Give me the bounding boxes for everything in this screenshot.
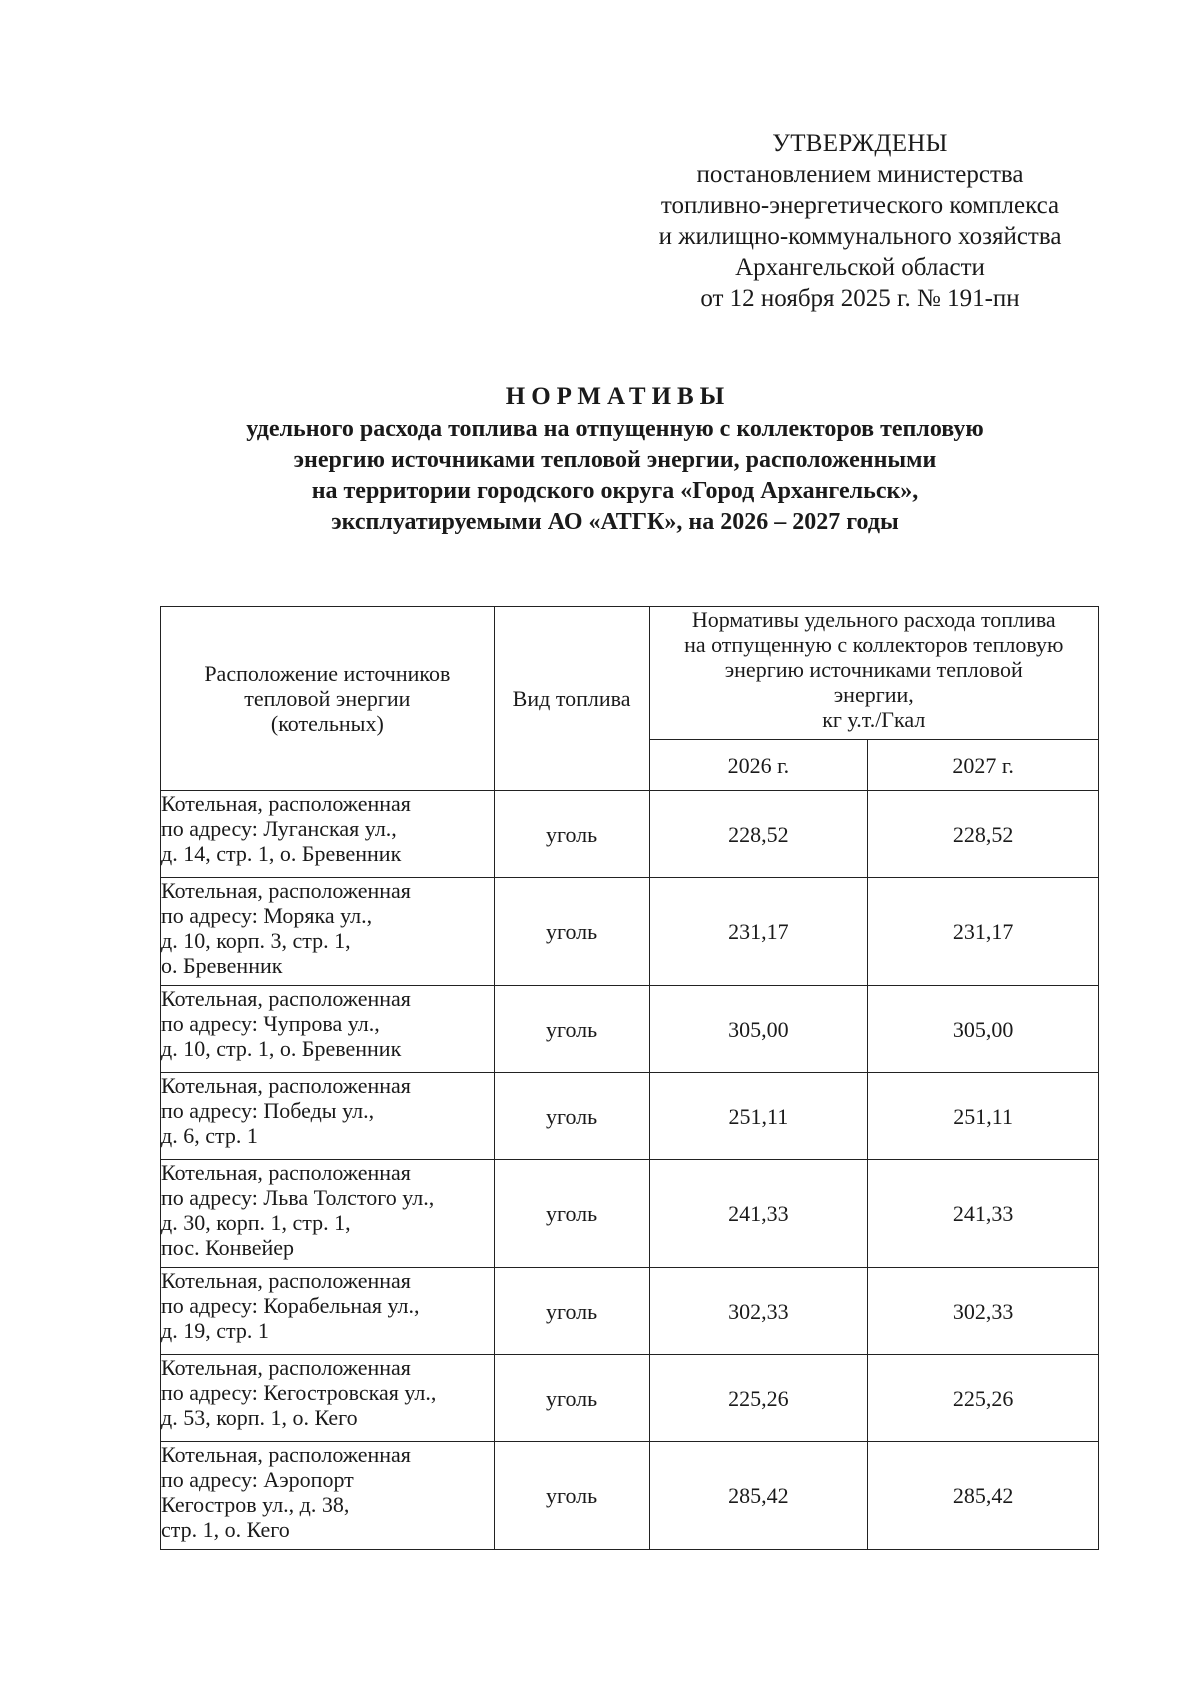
table-row (161, 791, 1099, 878)
location-line: по адресу: Льва Толстого ул., (161, 1185, 435, 1210)
table-row (161, 1160, 1099, 1268)
cell-value-2027: 228,52 (868, 791, 1099, 878)
location-line: д. 30, корп. 1, стр. 1, (161, 1210, 351, 1235)
cell-location (161, 791, 495, 878)
approval-block (600, 128, 1120, 314)
location-line: по адресу: Победы ул., (161, 1098, 375, 1123)
cell-fuel: уголь (494, 878, 649, 986)
location-line: Котельная, расположенная (161, 986, 411, 1011)
title-line: энергию источниками тепловой энергии, расположенными (293, 447, 937, 473)
cell-value-2026: 225,26 (649, 1355, 868, 1442)
cell-location (161, 1160, 495, 1268)
location-line: о. Бревенник (161, 953, 283, 978)
title-line: удельного расхода топлива на отпущенную с коллекторов тепловую (246, 416, 984, 442)
cell-value-2027: 285,42 (868, 1442, 1099, 1550)
approval-date-line: от 12 ноября 2025 г. № 191-пн (700, 285, 1020, 312)
location-line: по адресу: Кегостровская ул., (161, 1380, 437, 1405)
approval-heading: УТВЕРЖДЕНЫ (772, 130, 948, 157)
approval-line: постановлением министерства (696, 161, 1024, 188)
cell-value-2027: 241,33 (868, 1160, 1099, 1268)
location-line: Котельная, расположенная (161, 1355, 411, 1380)
cell-value-2027: 231,17 (868, 878, 1099, 986)
location-line: Кегостров ул., д. 38, (161, 1492, 350, 1517)
header-group-line: энергию источниками тепловой (724, 657, 1023, 682)
title-line: на территории городского округа «Город Архангельск», (311, 478, 919, 504)
title-heading: НОРМАТИВЫ (505, 383, 731, 410)
table-row (161, 1268, 1099, 1355)
location-line: Котельная, расположенная (161, 878, 411, 903)
location-line: д. 14, стр. 1, о. Бревенник (161, 841, 402, 866)
location-line: Котельная, расположенная (161, 1442, 411, 1467)
document-title (150, 380, 1080, 538)
table-row (161, 1073, 1099, 1160)
cell-value-2026: 241,33 (649, 1160, 868, 1268)
header-group-line: энергии, (833, 682, 914, 707)
location-line: по адресу: Корабельная ул., (161, 1293, 420, 1318)
location-line: Котельная, расположенная (161, 1160, 411, 1185)
cell-value-2026: 302,33 (649, 1268, 868, 1355)
location-line: по адресу: Аэропорт (161, 1467, 354, 1492)
cell-fuel: уголь (494, 791, 649, 878)
cell-fuel: уголь (494, 1268, 649, 1355)
location-line: Котельная, расположенная (161, 1268, 411, 1293)
cell-location (161, 878, 495, 986)
location-line: д. 6, стр. 1 (161, 1123, 258, 1148)
location-line: Котельная, расположенная (161, 1073, 411, 1098)
cell-value-2026: 305,00 (649, 986, 868, 1073)
cell-value-2026: 285,42 (649, 1442, 868, 1550)
approval-line: и жилищно-коммунального хозяйства (658, 223, 1062, 250)
cell-value-2027: 302,33 (868, 1268, 1099, 1355)
header-fuel: Вид топлива (494, 607, 649, 791)
location-line: д. 53, корп. 1, о. Кего (161, 1405, 358, 1430)
location-line: д. 10, корп. 3, стр. 1, (161, 928, 351, 953)
cell-fuel: уголь (494, 1160, 649, 1268)
location-line: д. 10, стр. 1, о. Бревенник (161, 1036, 402, 1061)
norms-table (160, 606, 1099, 1550)
table-row (161, 878, 1099, 986)
cell-value-2026: 228,52 (649, 791, 868, 878)
table-header-row (161, 607, 1099, 740)
table-row (161, 1442, 1099, 1550)
location-line: стр. 1, о. Кего (161, 1517, 290, 1542)
location-line: пос. Конвейер (161, 1235, 294, 1260)
approval-line: Архангельской области (735, 254, 985, 281)
location-line: по адресу: Чупрова ул., (161, 1011, 380, 1036)
cell-location (161, 1355, 495, 1442)
cell-value-2026: 231,17 (649, 878, 868, 986)
table-body (161, 791, 1099, 1550)
table-row (161, 986, 1099, 1073)
table-row (161, 1355, 1099, 1442)
cell-value-2027: 251,11 (868, 1073, 1099, 1160)
cell-location (161, 1268, 495, 1355)
cell-location (161, 1073, 495, 1160)
header-location-line: тепловой энергии (244, 686, 411, 711)
cell-location (161, 986, 495, 1073)
header-location (161, 607, 495, 791)
header-year-2026: 2026 г. (649, 740, 868, 791)
location-line: по адресу: Моряка ул., (161, 903, 373, 928)
title-line: эксплуатируемыми АО «АТГК», на 2026 – 2027 годы (331, 509, 899, 535)
approval-line: топливно-энергетического комплекса (660, 192, 1060, 219)
header-group-line: Нормативы удельного расхода топлива (691, 607, 1056, 632)
header-group-line: на отпущенную с коллекторов тепловую (684, 632, 1064, 657)
cell-fuel: уголь (494, 986, 649, 1073)
cell-fuel: уголь (494, 1355, 649, 1442)
cell-value-2027: 225,26 (868, 1355, 1099, 1442)
header-location-line: (котельных) (270, 711, 384, 736)
cell-location (161, 1442, 495, 1550)
location-line: по адресу: Луганская ул., (161, 816, 397, 841)
header-location-line: Расположение источников (204, 661, 451, 686)
cell-value-2027: 305,00 (868, 986, 1099, 1073)
cell-fuel: уголь (494, 1442, 649, 1550)
header-units: кг у.т./Гкал (822, 707, 926, 732)
header-norms-group (649, 607, 1098, 740)
cell-value-2026: 251,11 (649, 1073, 868, 1160)
cell-fuel: уголь (494, 1073, 649, 1160)
location-line: Котельная, расположенная (161, 791, 411, 816)
location-line: д. 19, стр. 1 (161, 1318, 269, 1343)
header-year-2027: 2027 г. (868, 740, 1099, 791)
